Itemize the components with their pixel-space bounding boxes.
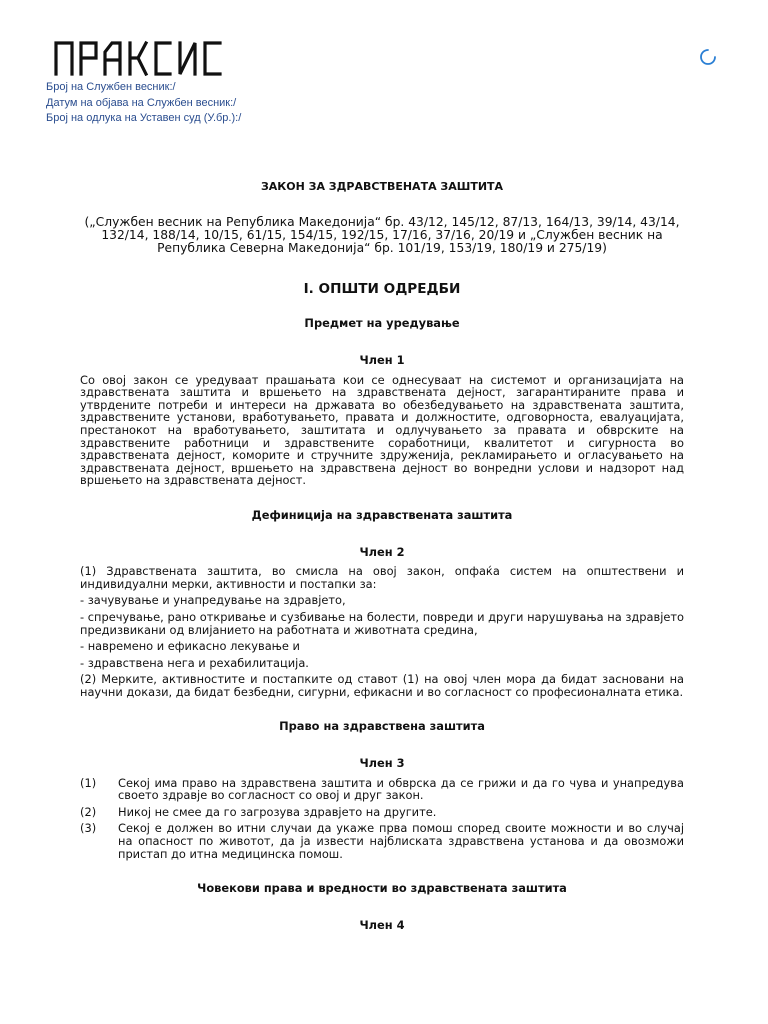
section-heading-subject: Предмет на уредување: [304, 316, 460, 331]
law-title: ЗАКОН ЗА ЗДРАВСТВЕНАТА ЗАШТИТА: [260, 180, 504, 193]
section-heading-definition: Дефиниција на здравствената заштита: [251, 507, 513, 522]
article-3-paragraph-3: [80, 822, 684, 860]
section-heading-right: Право на здравствена заштита: [279, 719, 485, 734]
article-2-heading: Член 2: [359, 544, 405, 559]
paragraph-number: (2): [80, 804, 97, 819]
page-header: [0, 0, 768, 130]
article-2-bullet-4: - здравствена нега и рехабилитација.: [80, 655, 309, 670]
gazette-meta: [46, 80, 241, 127]
article-3-paragraph-1: [80, 777, 684, 802]
paragraph-text: Секој има право на здравствена заштита и обврска да се грижи и да го чува и унапредува своето здравје во согласност со овој и друг закон.: [118, 775, 684, 803]
article-1-text: Со овој закон се уредуваат прашањата кои се однесуваат на системот и организацијата на здравствената заштита и вршењето на здравствената дејност, загарантираните права и утврдените потреби и интереси на државата во обезбедувањето на здравствената заштита, здравствените установи, вработувањето, правата и должностите, одговорноста, евалуацијата, престанокот на вработувањето, заштитата и одлучувањето за правата и обврските на здравствените работници и здравствените соработници, квалитетот и сигурноста во здравствената дејност, коморите и стручните здруженија, рекламирањето и огласувањето на здравствената дејност, вршењето на здравствена дејност во вонредни услови и надзорот над вршењето на здравствената дејност.: [80, 372, 684, 488]
article-2-bullet-2: - спречување, рано откривање и сузбивање на болести, повреди и други нарушувања на здравјето предизвикани од влијанието на работната и животната средина,: [80, 609, 684, 637]
praksis-logo: [52, 40, 230, 76]
article-1-heading: Член 1: [359, 353, 405, 367]
article-2-bullet-3: - навремено и ефикасно лекување и: [80, 639, 300, 654]
article-2-paragraph-2: (2) Мерките, активностите и постапките од ставот (1) на овој член мора да бидат засновани на научни докази, да бидат безбедни, сигурни, ефикасни и во согласност со професионалната етика.: [80, 672, 684, 699]
article-2-bullet-1: - зачувување и унапредување на здравјето,: [80, 593, 346, 608]
gazette-references: („Службен весник на Република Македонија“ бр. 43/12, 145/12, 87/13, 164/13, 39/14, 43/14, 132/14, 188/14, 10/15, 61/15, 154/15, 192/15, 17/16, 37/16, 20/19 и „Службен весник на Република Северна Македонија“ бр. 101/19, 153/19, 180/19 и 275/19): [84, 214, 680, 256]
meta-gazette-number: Број на Службен весник:/: [46, 81, 176, 93]
paragraph-text: Никој не смее да го загрозува здравјето на другите.: [118, 804, 437, 819]
paragraph-number: (3): [80, 821, 97, 836]
meta-gazette-date: Датум на објава на Службен весник:/: [46, 96, 237, 109]
section-heading-human-rights: Човекови права и вредности во здравствената заштита: [197, 881, 567, 896]
article-2-paragraph-1: (1) Здравствената заштита, во смисла на овој закон, опфаќа систем на општествени и индивидуални мерки, активности и постапки за:: [80, 564, 684, 591]
chapter-heading: I. ОПШТИ ОДРЕДБИ: [303, 280, 461, 297]
paragraph-text: Секој е должен во итни случаи да укаже прва помош според своите можности и во случај на опасност по животот, да ја извести најблиската здравствена установа и да овозможи пристап до итна медицинска помош.: [118, 821, 684, 861]
article-3-paragraph-2: [80, 806, 684, 819]
article-4-heading: Член 4: [359, 917, 405, 932]
loading-spinner-icon: [699, 48, 717, 66]
paragraph-number: (1): [80, 775, 97, 790]
meta-court-decision: Број на одлука на Уставен суд (У.бр.):/: [46, 112, 242, 124]
law-document: [80, 181, 684, 938]
article-3-heading: Член 3: [359, 756, 405, 771]
